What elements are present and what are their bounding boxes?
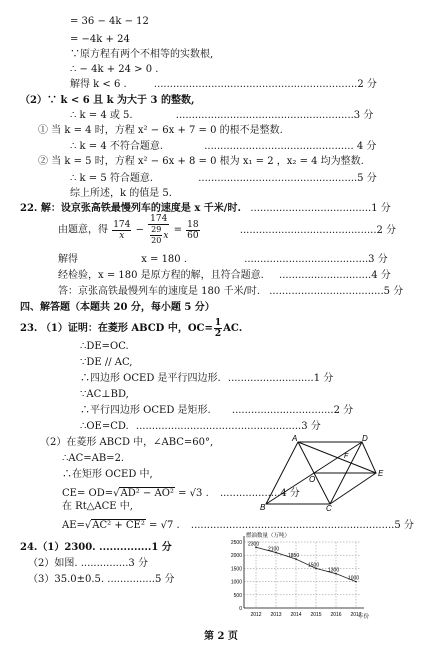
minus-sign: − xyxy=(135,224,144,236)
line-3: ∵原方程有两个不相等的实数根, xyxy=(70,49,214,60)
line-17-text: 答：京张高铁最慢列车的速度是 180 千米/时. xyxy=(58,286,260,297)
score-dots: ................................................................2 分 xyxy=(153,79,377,90)
line-17 xyxy=(58,285,403,299)
line-22-text: ∴四边形 OCED 是平行四边形. xyxy=(80,373,221,384)
line-19 xyxy=(20,318,242,339)
y-tick-label: 500 xyxy=(233,592,242,599)
y-tick-label: 2500 xyxy=(230,540,242,546)
line-19-b: AC. xyxy=(223,323,243,334)
line-7-text: ∴ k = 4 或 5. xyxy=(70,110,133,121)
line-24 xyxy=(80,404,353,418)
line-15-b: x = 180 . xyxy=(141,254,188,265)
line-14 xyxy=(58,214,396,246)
radicand: AC² + CE² xyxy=(92,520,145,531)
score-dots: ............................................... 4 分 xyxy=(204,141,377,152)
fraction-2 xyxy=(148,214,169,246)
score-dots: ................................2 分 xyxy=(231,405,354,416)
chart-ylabel: 燃油数量（万吨） xyxy=(246,533,291,539)
section-heading: 四、解答题（本题共 20 分，每小题 5 分） xyxy=(20,302,215,313)
line-14-pre: 由题意，得 xyxy=(58,224,108,236)
rhombus-diagram xyxy=(256,432,392,512)
line-4: ∴ − 4k + 24 > 0 . xyxy=(70,64,159,75)
label-F: F xyxy=(344,453,349,460)
line-1: = 36 − 4k − 12 xyxy=(70,16,149,27)
line-13-text: 22. 解：设京张高铁最慢列车的速度是 x 千米/时. xyxy=(20,203,241,214)
label-O: O xyxy=(309,475,316,484)
data-label: 2300 xyxy=(248,541,260,548)
frac-num: 174 xyxy=(113,219,131,230)
line-21: ∵DE // AC, xyxy=(80,357,133,368)
line-11-text: ∴ k = 5 符合题意. xyxy=(70,173,154,184)
chart-xlabel: 年份 xyxy=(358,614,370,620)
frac-num: 18 xyxy=(187,219,199,230)
score-dots: ...........................................2 分 xyxy=(239,224,397,236)
label-D: D xyxy=(362,434,368,443)
score-dots: .......................................3 分 xyxy=(244,254,388,265)
line-12: 综上所述，k 的值是 5. xyxy=(70,188,172,199)
line-16-text: 经检验，x = 180 是原方程的解，且符合题意. xyxy=(58,270,264,281)
frac-num: 29 xyxy=(151,225,162,234)
fraction-3 xyxy=(186,220,199,241)
line-29-b: = √3 . xyxy=(178,488,209,499)
line-33: （2）如图. ...............3 分 xyxy=(28,558,148,569)
line-7 xyxy=(70,109,373,123)
y-tick-label: 0 xyxy=(239,606,242,612)
score-dots: ...........................1 分 xyxy=(227,373,334,384)
frac-den: x xyxy=(119,230,125,241)
line-2: = −4k + 24 xyxy=(70,34,130,45)
line-9 xyxy=(70,140,376,154)
line-27: ∴AC=AB=2. xyxy=(62,453,125,464)
label-A: A xyxy=(292,434,298,443)
score-dots: .............................4 分 xyxy=(279,270,391,281)
line-8: ① 当 k = 4 时，方程 x² − 6x + 7 = 0 的根不是整数. xyxy=(38,125,283,136)
score-dots: ....................................................3 分 xyxy=(135,421,321,432)
data-label: 2100 xyxy=(268,546,280,553)
data-label: 1300 xyxy=(328,567,340,574)
line-5 xyxy=(70,78,377,92)
line-5-text: 解得 k < 6 . xyxy=(70,79,127,90)
frac-var: x xyxy=(163,231,169,241)
score-dots: ................................................................5 分 xyxy=(190,520,414,531)
line-28: ∴在矩形 OCED 中, xyxy=(62,469,153,480)
x-tick-label: 2013 xyxy=(270,612,282,618)
page-footer: 第 2 页 xyxy=(204,631,238,642)
data-label: 1000 xyxy=(348,575,360,582)
line-10: ② 当 k = 5 时，方程 x² − 6x + 8 = 0 根为 x₁ = 2 ，x₂ = 4 均为整数. xyxy=(38,156,364,167)
score-dots: ..................................................5 分 xyxy=(198,173,377,184)
x-tick-label: 2017 xyxy=(350,612,362,618)
line-15 xyxy=(58,253,388,267)
line-23: ∵AC⊥BD, xyxy=(80,389,129,400)
label-E: E xyxy=(378,469,384,478)
line-26: （2）在菱形 ABCD 中，∠ABC=60°, xyxy=(40,437,214,448)
line-31-a: AE= xyxy=(62,520,85,531)
label-B: B xyxy=(260,503,266,512)
line-9-text: ∴ k = 4 不符合题意. xyxy=(70,141,164,152)
sqrt-sign: √ xyxy=(84,520,92,531)
segment-ec xyxy=(330,473,376,504)
line-19-a: 23. （1）证明：在菱形 ABCD 中，OC= xyxy=(20,323,213,334)
score-dots: ...................4 分 xyxy=(219,488,300,499)
score-dots: ......................................1 分 xyxy=(250,203,391,214)
data-label: 1850 xyxy=(288,553,300,560)
line-11 xyxy=(70,172,377,186)
line-16 xyxy=(58,269,391,283)
y-tick-label: 2000 xyxy=(230,553,242,560)
line-6: （2）∵ k < 6 且 k 为大于 3 的整数, xyxy=(20,95,195,106)
line-32: 24.（1）2300. ...............1 分 xyxy=(20,542,172,553)
line-31-b: = √7 . xyxy=(149,520,180,531)
line-30: 在 Rt△ACE 中, xyxy=(62,501,133,512)
x-tick-label: 2012 xyxy=(250,612,262,618)
sqrt-sign: √ xyxy=(113,488,120,499)
radicand: AD² − AO² xyxy=(120,488,174,499)
frac-den: 20 xyxy=(151,236,162,245)
y-tick-label: 1500 xyxy=(230,566,242,573)
fraction-half xyxy=(214,318,222,339)
label-C: C xyxy=(326,504,332,512)
line-22 xyxy=(80,372,333,386)
x-tick-label: 2016 xyxy=(330,612,342,618)
frac-den: 2 xyxy=(214,329,222,339)
fuel-line-chart xyxy=(210,530,370,620)
fraction-1 xyxy=(112,220,131,241)
x-tick-label: 2014 xyxy=(290,612,302,618)
line-29-a: CE= OD= xyxy=(62,488,114,499)
line-20: ∴DE=OC. xyxy=(80,341,129,352)
x-tick-label: 2015 xyxy=(310,612,322,618)
line-25-text: ∴OE=CD. xyxy=(80,421,129,432)
frac-den xyxy=(148,225,169,246)
frac-den: 60 xyxy=(187,230,199,241)
score-dots: ........................................................3 分 xyxy=(175,110,374,121)
y-tick-label: 1000 xyxy=(230,579,242,586)
score-dots: ....................................5 分 xyxy=(269,286,404,297)
frac-num: 1 xyxy=(214,318,222,328)
frac-num: 174 xyxy=(148,214,169,225)
line-34: （3）35.0±0.5. ...............5 分 xyxy=(28,574,175,585)
equals-sign: = xyxy=(173,224,182,236)
line-24-text: ∴平行四边形 OCED 是矩形. xyxy=(80,405,211,416)
line-15-a: 解得 xyxy=(58,254,78,265)
data-label: 1500 xyxy=(308,562,320,569)
